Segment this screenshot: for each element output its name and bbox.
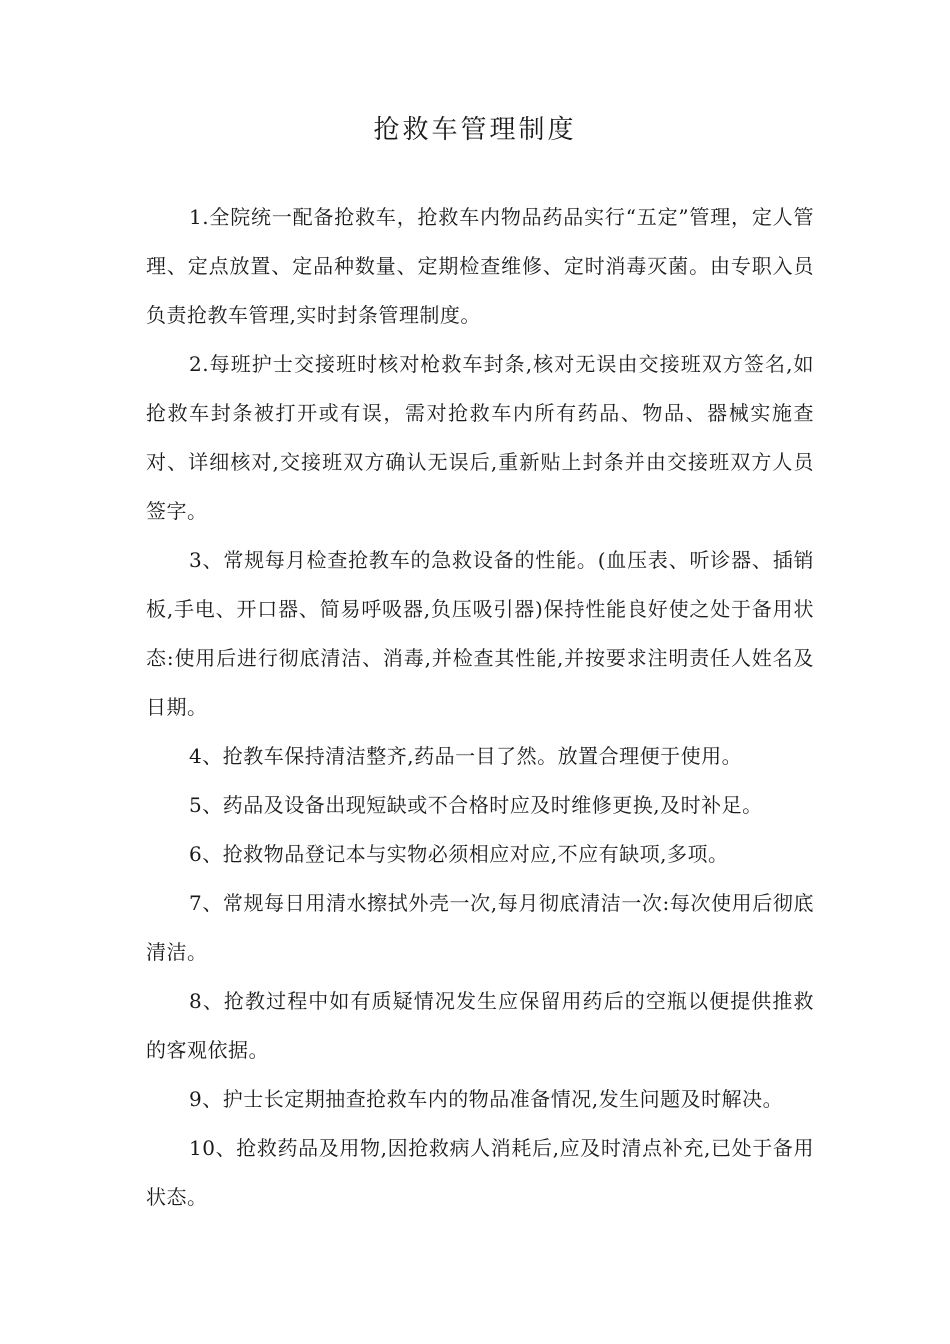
paragraph-10: 10、抢救药品及用物,因抢救病人消耗后,应及时清点补充,已处于备用状态。 [146,1136,814,1209]
paragraph-7: 7、常规每日用清水擦拭外壳一次,每月彻底清洁一次:每次使用后彻底清洁。 [146,891,814,964]
paragraph-4: 4、抢教车保持清洁整齐,药品一目了然。放置合理便于使用。 [189,744,743,768]
paragraph-5: 5、药品及设备出现短缺或不合格时应及时维修更换,及时补足。 [189,793,763,817]
document-title: 抢救车管理制度 [373,115,577,145]
paragraph-3: 3、常规每月检查抢教车的急救设备的性能。(血压表、听诊器、插销板,手电、开口器、简易呼吸器,负压吸引器)保持性能良好使之处于备用状态:使用后进行彻底清洁、消毒,并检查其性能,并按要求注明责任人姓名及日期。 [146,548,814,719]
paragraph-1: 1.全院统一配备抢救车，抢救车内物品药品实行“五定”管理，定人管理、定点放置、定品种数量、定期检查维修、定时消毒灭菌。由专职入员负责抢教车管理,实时封条管理制度。 [146,205,814,327]
paragraph-9: 9、护士长定期抽查抢救车内的物品准备情况,发生问题及时解决。 [189,1087,784,1111]
paragraph-8: 8、抢教过程中如有质疑情况发生应保留用药后的空瓶以便提供推救的客观依据。 [146,989,814,1062]
paragraph-2: 2.每班护士交接班时核对枪救车封条,核对无误由交接班双方签名,如抢救车封条被打开或有误，需对抢救车内所有药品、物品、器械实施查对、详细核对,交接班双方确认无误后,重新贴上封条并由交接班双方人员签字。 [146,352,814,523]
document-body [146,193,814,1222]
paragraph-6: 6、抢救物品登记本与实物必须相应对应,不应有缺项,多项。 [189,842,729,866]
